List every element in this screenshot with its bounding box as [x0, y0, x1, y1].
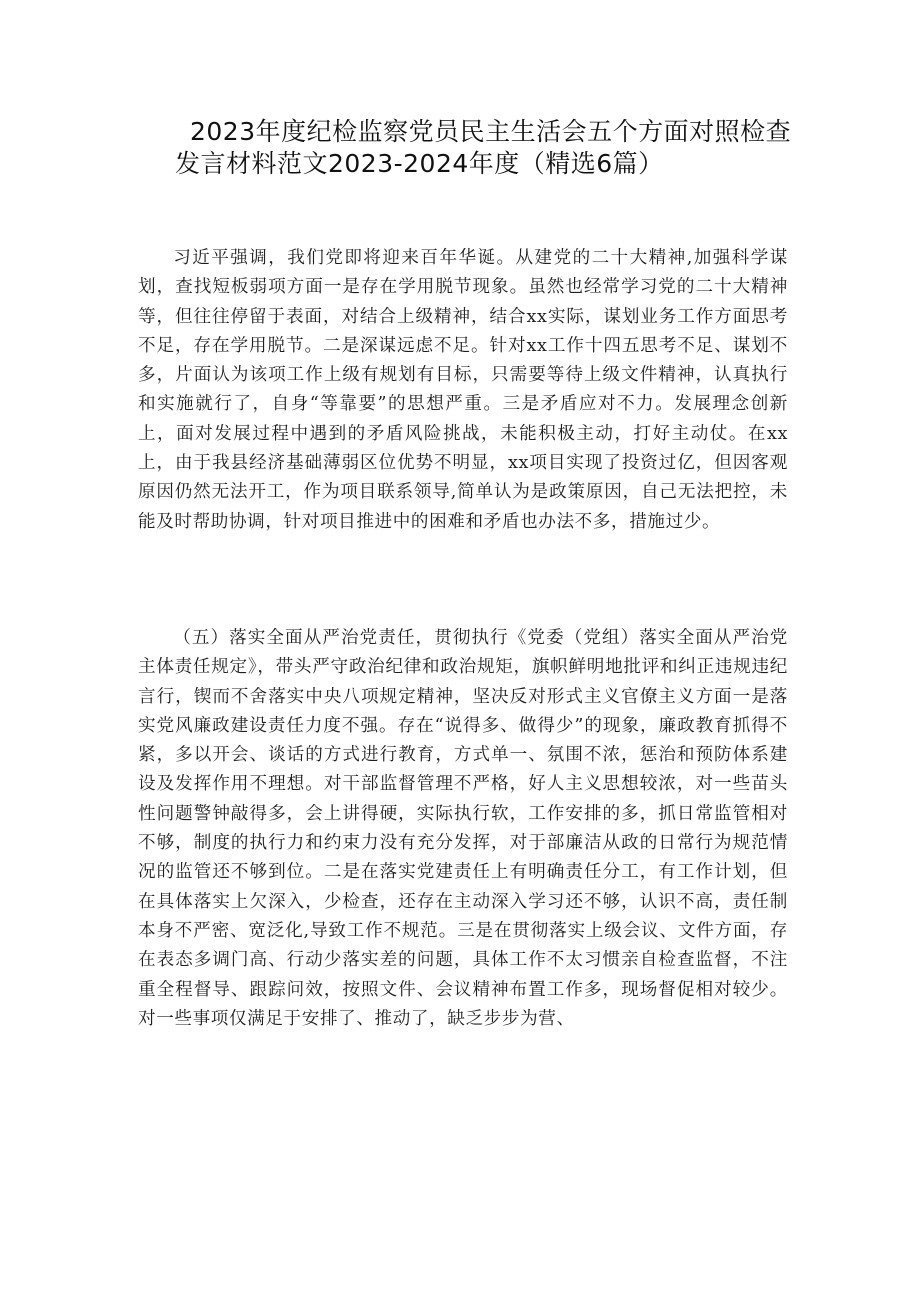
document-title-line-2: 发言材料范文2023-2024年度（精选6篇） — [175, 149, 664, 178]
document-title-line-1: 2023年度纪检监察党员民主生活会五个方面对照检查 — [190, 117, 792, 146]
body-paragraph-2: （五）落实全面从严治党责任，贯彻执行《党委（党组）落实全面从严治党主体责任规定》，带头严守政治纪律和政治规矩，旗帜鲜明地批评和纠正违规违纪言行，锲而不舍落实中央八项规定精神，坚决反对形式主义官僚主义方面一是落实党风廉政建设责任力度不强。存在“说得多、做得少”的现象，廉政教育抓得不紧，多以开会、谈话的方式进行教育，方式单一、氛围不浓，惩治和预防体系建设及发挥作用不理想。对干部监督管理不严格，好人主义思想较浓，对一些苗头性问题警钟敲得多，会上讲得硬，实际执行软，工作安排的多，抓日常监管相对不够，制度的执行力和约束力没有充分发挥，对于部廉洁从政的日常行为规范情况的监管还不够到位。二是在落实党建责任上有明确责任分工，有工作计划，但在具体落实上欠深入，少检查，还存在主动深入学习还不够，认识不高，责任制本身不严密、宽泛化,导致工作不规范。三是在贯彻落实上级会议、文件方面，存在表态多调门高、行动少落实差的问题，具体工作不太习惯亲自检查监督，不注重全程督导、跟踪问效，按照文件、会议精神布置工作多，现场督促相对较少。对一些事项仅满足于安排了、推动了，缺乏步步为营、 — [138, 628, 788, 1029]
body-paragraph-1: 习近平强调，我们党即将迎来百年华诞。从建党的二十大精神,加强科学谋划，查找短板弱项方面一是存在学用脱节现象。虽然也经常学习党的二十大精神等，但往往停留于表面，对结合上级精神，结合xx实际，谋划业务工作方面思考不足，存在学用脱节。二是深谋远虑不足。针对xx工作十四五思考不足、谋划不多，片面认为该项工作上级有规划有目标，只需要等待上级文件精神，认真执行和实施就行了，自身“等靠要”的思想严重。三是矛盾应对不力。发展理念创新上，面对发展过程中遇到的矛盾风险挑战，未能积极主动，打好主动仗。在xx上，由于我县经济基础薄弱区位优势不明显，xx项目实现了投资过亿，但因客观原因仍然无法开工，作为项目联系领导,简单认为是政策原因，自己无法把控，未能及时帮助协调，针对项目推进中的困难和矛盾也办法不多，措施过少。 — [138, 248, 788, 532]
